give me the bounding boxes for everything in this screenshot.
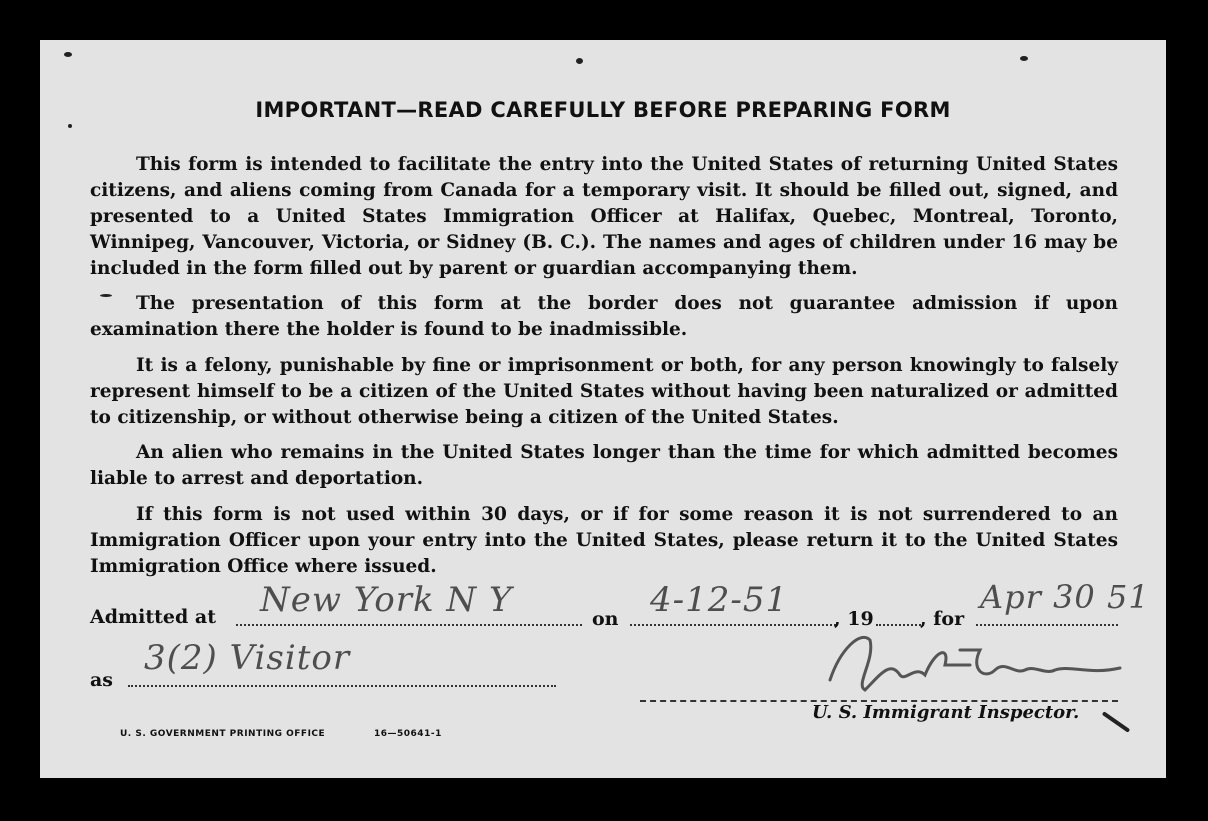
- form-number: 16—50641-1: [374, 729, 442, 739]
- on-label: on: [592, 608, 619, 630]
- signature-label: U. S. Immigrant Inspector.: [812, 702, 1080, 723]
- printer-credit: U. S. GOVERNMENT PRINTING OFFICE: [120, 729, 326, 739]
- form-heading: IMPORTANT—READ CAREFULLY BEFORE PREPARING FORM: [255, 98, 951, 122]
- on-date-line: [630, 624, 836, 626]
- scan-speck: [576, 58, 583, 64]
- as-value: 3(2) Visitor: [144, 638, 351, 678]
- admitted-at-line: [236, 624, 582, 626]
- scan-speck: [100, 294, 112, 297]
- year-label: , 19: [834, 608, 874, 630]
- as-line: [128, 685, 556, 687]
- paragraph-purpose: This form is intended to facilitate the entry into the United States of returning United States citizens, and aliens coming from Canada for a temporary visit. It should be filled out, signed, and presented to a United States Immigration Officer at Halifax, Quebec, Montreal, Toronto, Winnipeg, Vancouver, Victoria, or Sidney (B. C.). The names and ages of children under 16 may be included in the form filled out by parent or guardian accompanying them.: [90, 154, 1118, 279]
- scan-speck: [1102, 711, 1131, 733]
- as-label: as: [90, 669, 114, 691]
- on-date-value: 4-12-51: [650, 580, 789, 620]
- paragraph-overstay-warning: An alien who remains in the United States longer than the time for which admitted becomes liable to arrest and deportation.: [90, 442, 1118, 489]
- immigration-form-card: [40, 40, 1166, 778]
- for-value: Apr 30 51: [980, 578, 1150, 616]
- scan-speck: [64, 52, 72, 57]
- scan-speck: [1020, 56, 1028, 61]
- paragraph-return-instructions: If this form is not used within 30 days, or if for some reason it is not surrendered to an Immigration Officer upon your entry into the United States, please return it to the United States Immigration Office where issued.: [90, 504, 1118, 577]
- inspector-signature: [820, 620, 1140, 700]
- for-label: , for: [920, 608, 965, 630]
- paragraph-admission-notice: The presentation of this form at the border does not guarantee admission if upon examination there the holder is found to be inadmissible.: [90, 293, 1118, 340]
- admitted-at-value: New York N Y: [260, 580, 513, 620]
- paragraph-felony-warning: It is a felony, punishable by fine or imprisonment or both, for any person knowingly to falsely represent himself to be a citizen of the United States without having been naturalized or admitted to citizenship, or without otherwise being a citizen of the United States.: [90, 355, 1118, 428]
- scan-speck: [68, 124, 72, 128]
- admitted-at-label: Admitted at: [90, 606, 216, 628]
